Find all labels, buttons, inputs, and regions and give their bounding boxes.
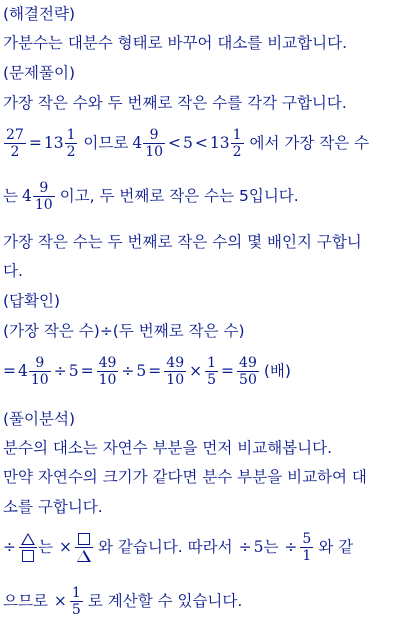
square-icon [22, 550, 34, 562]
fraction-9-10: $\frac{9}{10}$ [145, 126, 164, 161]
fraction-9-10-b: $\frac{9}{10}$ [34, 179, 53, 214]
fraction-9-10-c: $\frac{9}{10}$ [30, 354, 49, 389]
answer-label: (답확인) [3, 292, 61, 310]
fraction-49-10-a: $\frac{49}{10}$ [98, 354, 117, 389]
fraction-27-2: $\frac{27}{2}$ [6, 126, 24, 161]
analysis-text-3: 소를 구합니다. [3, 498, 103, 516]
fraction-1-5: $\frac{1}{5}$ [207, 354, 217, 389]
solution-label: (문제풀이) [3, 64, 75, 82]
solution-text-1: 가장 작은 수와 두 번째로 작은 수를 각각 구합니다. [3, 94, 347, 112]
analysis-label: (풀이분석) [3, 410, 75, 428]
analysis-text-2: 만약 자연수의 크기가 같다면 분수 부분을 비교하여 대 [3, 468, 367, 486]
strategy-label: (해결전략) [3, 5, 75, 23]
smallest-line: 는 4 $\frac{9}{10}$ 이고, 두 번째로 작은 수는 5입니다. [3, 179, 299, 214]
comparison-line: $\frac{27}{2}$ = 13 $\frac{1}{2}$ 이므로 4 $\frac{9}{10}$ < 5 < 13 $\frac{1}{2}$ 에서 가장 작은 수 [6, 126, 370, 161]
strategy-text: 가분수는 대분수 형태로 바꾸어 대소를 비교합니다. [3, 34, 347, 52]
fraction-5-1: $\frac{5}{1}$ [302, 530, 312, 565]
answer-expression: (가장 작은 수)÷(두 번째로 작은 수) [3, 322, 245, 340]
triangle-icon [77, 550, 91, 562]
rule-line: ÷ 는 × 와 같습니다. 따라서 ÷ 5는 ÷ $\frac{5}{1}$ 와 같 [3, 530, 354, 565]
fraction-half-2: $\frac{1}{2}$ [232, 126, 242, 161]
calculation-line: = 4 $\frac{9}{10}$ ÷ 5 = $\frac{49}{10}$ ÷ 5 = $\frac{49}{10}$ × $\frac{1}{5}$ = $\frac{49}{50}$ (배) [3, 354, 291, 389]
triangle-icon [21, 533, 35, 545]
fraction-square-over-triangle [75, 531, 93, 564]
solution-text-2b: 다. [3, 262, 23, 280]
fraction-half: $\frac{1}{2}$ [66, 126, 76, 161]
fraction-triangle-over-square [19, 531, 37, 564]
fraction-49-50: $\frac{49}{50}$ [239, 354, 257, 389]
square-icon [78, 533, 90, 545]
analysis-text-1: 분수의 대소는 자연수 부분을 먼저 비교해봅니다. [3, 439, 333, 457]
solution-text-2a: 가장 작은 수는 두 번째로 작은 수의 몇 배인지 구합니 [3, 233, 362, 251]
final-line: 으므로 × $\frac{1}{5}$ 로 계산할 수 있습니다. [3, 584, 243, 619]
fraction-1-5-b: $\frac{1}{5}$ [71, 584, 81, 619]
fraction-49-10-b: $\frac{49}{10}$ [166, 354, 185, 389]
